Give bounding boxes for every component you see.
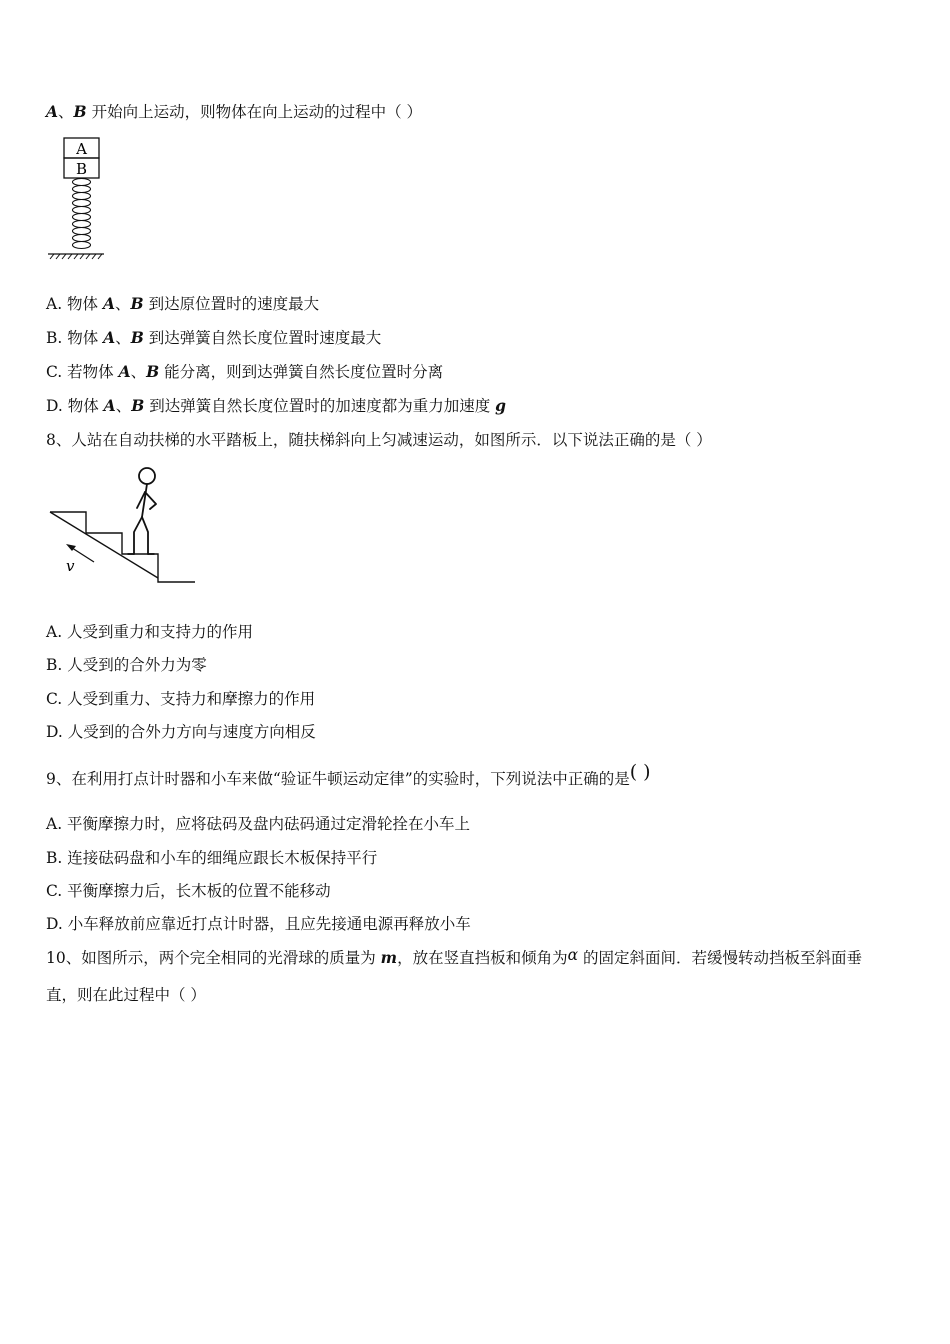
block-b-label: B xyxy=(75,160,88,178)
q7-option-b: B. 物体 A、B 到达弹簧自然长度位置时速度最大 xyxy=(46,328,382,347)
q10-stem-line2: 直，则在此过程中（ ） xyxy=(46,986,206,1004)
q7-stem: A、B 开始向上运动，则物体在向上运动的过程中（ ） xyxy=(46,102,423,121)
velocity-label: v xyxy=(66,557,75,575)
q8-stem: 8、人站在自动扶梯的水平踏板上，随扶梯斜向上匀减速运动，如图所示．以下说法正确的是（ ） xyxy=(46,431,712,449)
spring-blocks-figure xyxy=(44,136,110,260)
q8-option-b: B. 人受到的合外力为零 xyxy=(46,656,207,674)
q9-option-d: D. 小车释放前应靠近打点计时器，且应先接通电源再释放小车 xyxy=(46,915,471,933)
q8-option-c: C. 人受到重力、支持力和摩擦力的作用 xyxy=(46,690,316,708)
spring-coils xyxy=(73,179,91,249)
stick-person xyxy=(128,468,156,554)
q9-option-a: A. 平衡摩擦力时，应将砝码及盘内砝码通过定滑轮拴在小车上 xyxy=(46,815,471,833)
q9-option-b: B. 连接砝码盘和小车的细绳应跟长木板保持平行 xyxy=(46,849,378,867)
ground-hatch xyxy=(50,254,102,259)
q8-option-a: A. 人受到重力和支持力的作用 xyxy=(46,623,254,641)
q9-option-c: C. 平衡摩擦力后，长木板的位置不能移动 xyxy=(46,882,331,900)
q9-stem: 9、在利用打点计时器和小车来做“验证牛顿运动定律”的实验时，下列说法中正确的是( ) xyxy=(46,761,651,788)
q7-option-d: D. 物体 A、B 到达弹簧自然长度位置时的加速度都为重力加速度 g xyxy=(46,396,507,415)
q10-stem: 10、如图所示，两个完全相同的光滑球的质量为 m，放在竖直挡板和倾角为α 的固定斜面间．若缓慢转动挡板至斜面垂 xyxy=(46,946,862,967)
block-a-label: A xyxy=(76,140,87,158)
q7-option-a: A. 物体 A、B 到达原位置时的速度最大 xyxy=(46,294,320,313)
escalator-figure xyxy=(44,462,200,588)
q7-option-c: C. 若物体 A、B 能分离，则到达弹簧自然长度位置时分离 xyxy=(46,362,444,381)
q8-option-d: D. 人受到的合外力方向与速度方向相反 xyxy=(46,723,316,741)
